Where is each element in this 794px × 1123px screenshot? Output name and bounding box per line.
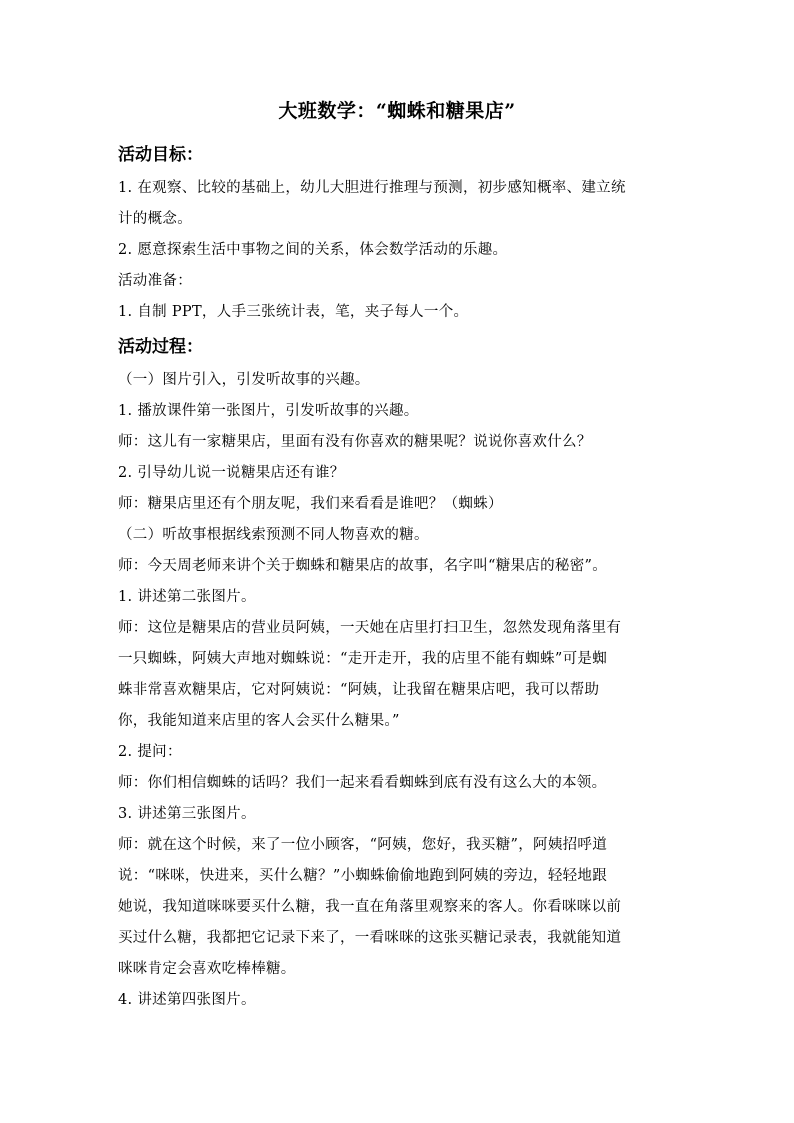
process-line: 一只蜘蛛，阿姨大声地对蜘蛛说：“走开走开，我的店里不能有蜘蛛”可是蜘 <box>118 651 608 667</box>
goal-1-line-2: 计的概念。 <box>118 211 192 227</box>
prep-label: 活动准备： <box>118 273 192 289</box>
process-line: 2. 引导幼儿说一说糖果店还有谁？ <box>118 465 345 481</box>
process-line: 师：就在这个时候，来了一位小顾客，“阿姨，您好，我买糖”，阿姨招呼道 <box>118 837 608 853</box>
goal-2: 2. 愿意探索生活中事物之间的关系，体会数学活动的乐趣。 <box>118 242 508 258</box>
prep-item-1: 1. 自制 PPT，人手三张统计表，笔，夹子每人一个。 <box>118 304 469 320</box>
process-line: 说：“咪咪，快进来，买什么糖？”小蜘蛛偷偷地跑到阿姨的旁边，轻轻地跟 <box>118 868 608 884</box>
process-line: 买过什么糖，我都把它记录下来了，一看咪咪的这张买糖记录表，我就能知道 <box>118 930 622 946</box>
process-line: 4. 讲述第四张图片。 <box>118 992 256 1008</box>
process-line: 咪咪肯定会喜欢吃棒棒糖。 <box>118 961 296 977</box>
process-line: 2. 提问： <box>118 744 182 760</box>
process-line: 1. 讲述第二张图片。 <box>118 589 256 605</box>
process-line: 师：这位是糖果店的营业员阿姨，一天她在店里打扫卫生，忽然发现角落里有 <box>118 620 622 636</box>
heading-process: 活动过程： <box>118 337 203 357</box>
goal-1-line-1: 1. 在观察、比较的基础上，幼儿大胆进行推理与预测，初步感知概率、建立统 <box>118 180 626 196</box>
process-line: 她说，我知道咪咪要买什么糖，我一直在角落里观察来的客人。你看咪咪以前 <box>118 899 622 915</box>
process-line: （二）听故事根据线索预测不同人物喜欢的糖。 <box>118 527 429 543</box>
process-line: （一）图片引入，引发听故事的兴趣。 <box>118 372 370 388</box>
process-line: 你，我能知道来店里的客人会买什么糖果。” <box>118 713 400 729</box>
process-line: 蛛非常喜欢糖果店，它对阿姨说：“阿姨，让我留在糖果店吧，我可以帮助 <box>118 682 600 698</box>
process-line: 师：你们相信蜘蛛的话吗？我们一起来看看蜘蛛到底有没有这么大的本领。 <box>118 775 607 791</box>
process-line: 师：这儿有一家糖果店，里面有没有你喜欢的糖果呢？说说你喜欢什么？ <box>118 434 592 450</box>
document-title: 大班数学：“蜘蛛和糖果店” <box>278 100 516 122</box>
process-line: 1. 播放课件第一张图片，引发听故事的兴趣。 <box>118 403 419 419</box>
process-line: 师：今天周老师来讲个关于蜘蛛和糖果店的故事，名字叫“糖果店的秘密”。 <box>118 558 608 574</box>
process-line: 师：糖果店里还有个朋友呢，我们来看看是谁吧？（蜘蛛） <box>118 496 503 512</box>
heading-goals: 活动目标： <box>118 145 203 165</box>
process-line: 3. 讲述第三张图片。 <box>118 806 256 822</box>
